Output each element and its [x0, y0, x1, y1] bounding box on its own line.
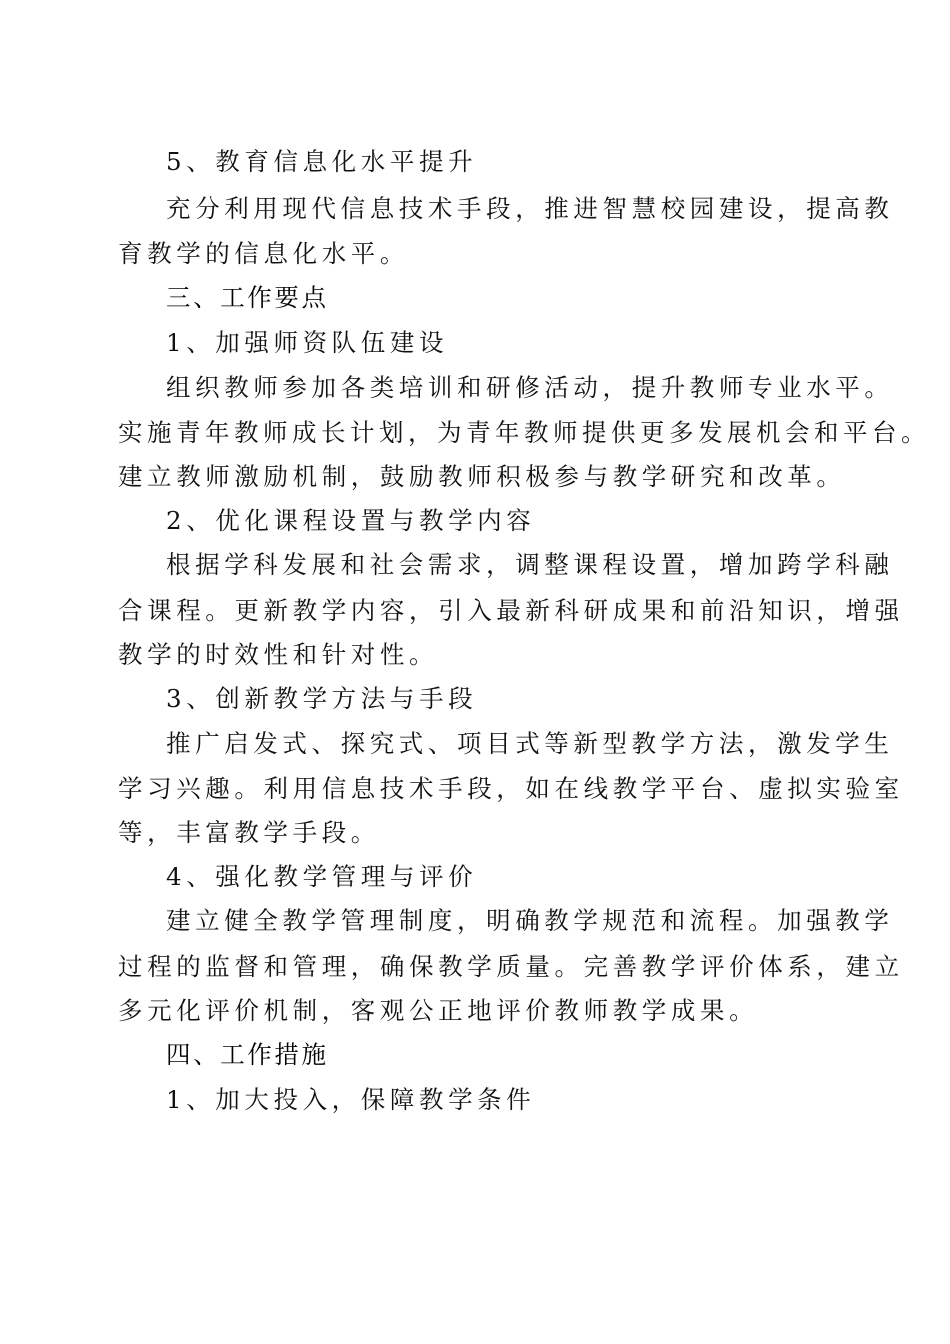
paragraph-line: 过程的监督和管理，确保教学质量。完善教学评价体系，建立: [118, 952, 904, 981]
subheading-line: 1、加大投入，保障教学条件: [166, 1085, 536, 1114]
paragraph-line: 根据学科发展和社会需求，调整课程设置，增加跨学科融: [166, 550, 894, 579]
paragraph-line: 学习兴趣。利用信息技术手段，如在线教学平台、虚拟实验室: [118, 774, 904, 803]
paragraph-line: 建立教师激励机制，鼓励教师积极参与教学研究和改革。: [118, 462, 846, 491]
section-heading: 四、工作措施: [166, 1040, 329, 1069]
subheading-line: 5、教育信息化水平提升: [166, 147, 478, 176]
subheading-line: 3、创新教学方法与手段: [166, 684, 478, 713]
paragraph-line: 推广启发式、探究式、项目式等新型教学方法，激发学生: [166, 729, 894, 758]
paragraph-line: 建立健全教学管理制度，明确教学规范和流程。加强教学: [166, 906, 894, 935]
subheading-line: 1、加强师资队伍建设: [166, 328, 449, 357]
paragraph-line: 等，丰富教学手段。: [118, 818, 380, 847]
paragraph-line: 实施青年教师成长计划，为青年教师提供更多发展机会和平台。: [118, 418, 930, 447]
subheading-line: 2、优化课程设置与教学内容: [166, 506, 536, 535]
paragraph-line: 组织教师参加各类培训和研修活动，提升教师专业水平。: [166, 373, 894, 402]
paragraph-line: 合课程。更新教学内容，引入最新科研成果和前沿知识，增强: [118, 596, 904, 625]
paragraph-line: 充分利用现代信息技术手段，推进智慧校园建设，提高教: [166, 194, 894, 223]
subheading-line: 4、强化教学管理与评价: [166, 862, 478, 891]
paragraph-line: 多元化评价机制，客观公正地评价教师教学成果。: [118, 996, 759, 1025]
section-heading: 三、工作要点: [166, 283, 329, 312]
paragraph-line: 教学的时效性和针对性。: [118, 640, 439, 669]
paragraph-line: 育教学的信息化水平。: [118, 239, 409, 268]
